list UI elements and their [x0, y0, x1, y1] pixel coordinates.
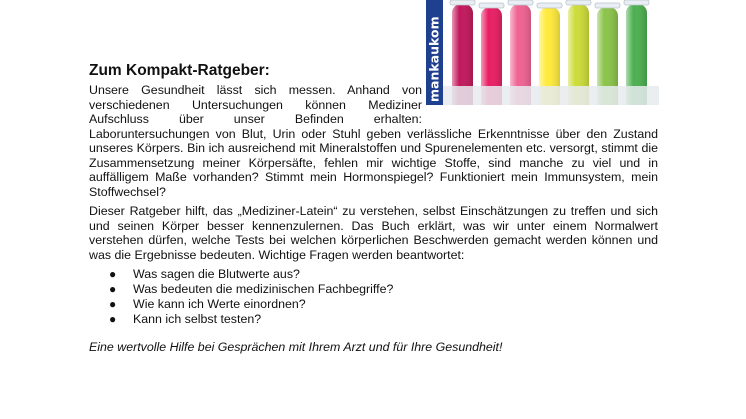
list-item: ● Wie kann ich Werte einordnen? [109, 297, 306, 311]
section-heading: Zum Kompakt-Ratgeber: [89, 62, 270, 79]
bullet-icon: ● [109, 312, 117, 326]
publisher-logo: mankaukom [426, 16, 442, 102]
list-item: ● Was bedeuten die medizinischen Fachbegriffe? [109, 282, 394, 296]
bullet-icon: ● [109, 267, 117, 281]
intro-lines [89, 83, 422, 127]
intro-line: Aufschluss über unser Befinden erhalten: [89, 112, 422, 126]
intro-line: Unsere Gesundheit lässt sich messen. Anhand von [89, 83, 422, 97]
guide-paragraph: Dieser Ratgeber hilft, das „Mediziner-Latein“ zu verstehen, selbst Einschätzungen zu treffen und sich und seinen Körper besser kennenzulernen. Das Buch erklärt, was wir unter einem Normalwert verstehen dürfen, welche Tests bei welchen körperlichen Beschwerden gemacht werden können und was die Ergebnisse bedeuten. Wichtige Fragen werden beantwortet: [89, 204, 658, 262]
intro-paragraph: Laboruntersuchungen von Blut, Urin oder Stuhl geben verlässliche Erkenntnisse über den Zustand unseres Körpers. Bin ich ausreichend mit Mineralstoffen und Spurenelementen etc. versorgt, stimmt die Zusammensetzung meiner Körpersäfte, fehlen mir wichtige Stoffe, sind manche zu viel und in auffälligem Maße vorhanden? Stimmt mein Hormonspiegel? Funktioniert mein Immunsystem, mein Stoffwechsel? [89, 126, 658, 199]
bullet-icon: ● [109, 297, 117, 311]
bullet-icon: ● [109, 282, 117, 296]
closing-statement: Eine wertvolle Hilfe bei Gesprächen mit Ihrem Arzt und für Ihre Gesundheit! [89, 340, 503, 354]
document-body [89, 83, 658, 355]
question-list [89, 267, 658, 327]
intro-line: verschiedenen Untersuchungen können Mediziner [89, 97, 422, 112]
list-item: ● Was sagen die Blutwerte aus? [109, 267, 300, 281]
list-item: ● Kann ich selbst testen? [109, 312, 262, 326]
